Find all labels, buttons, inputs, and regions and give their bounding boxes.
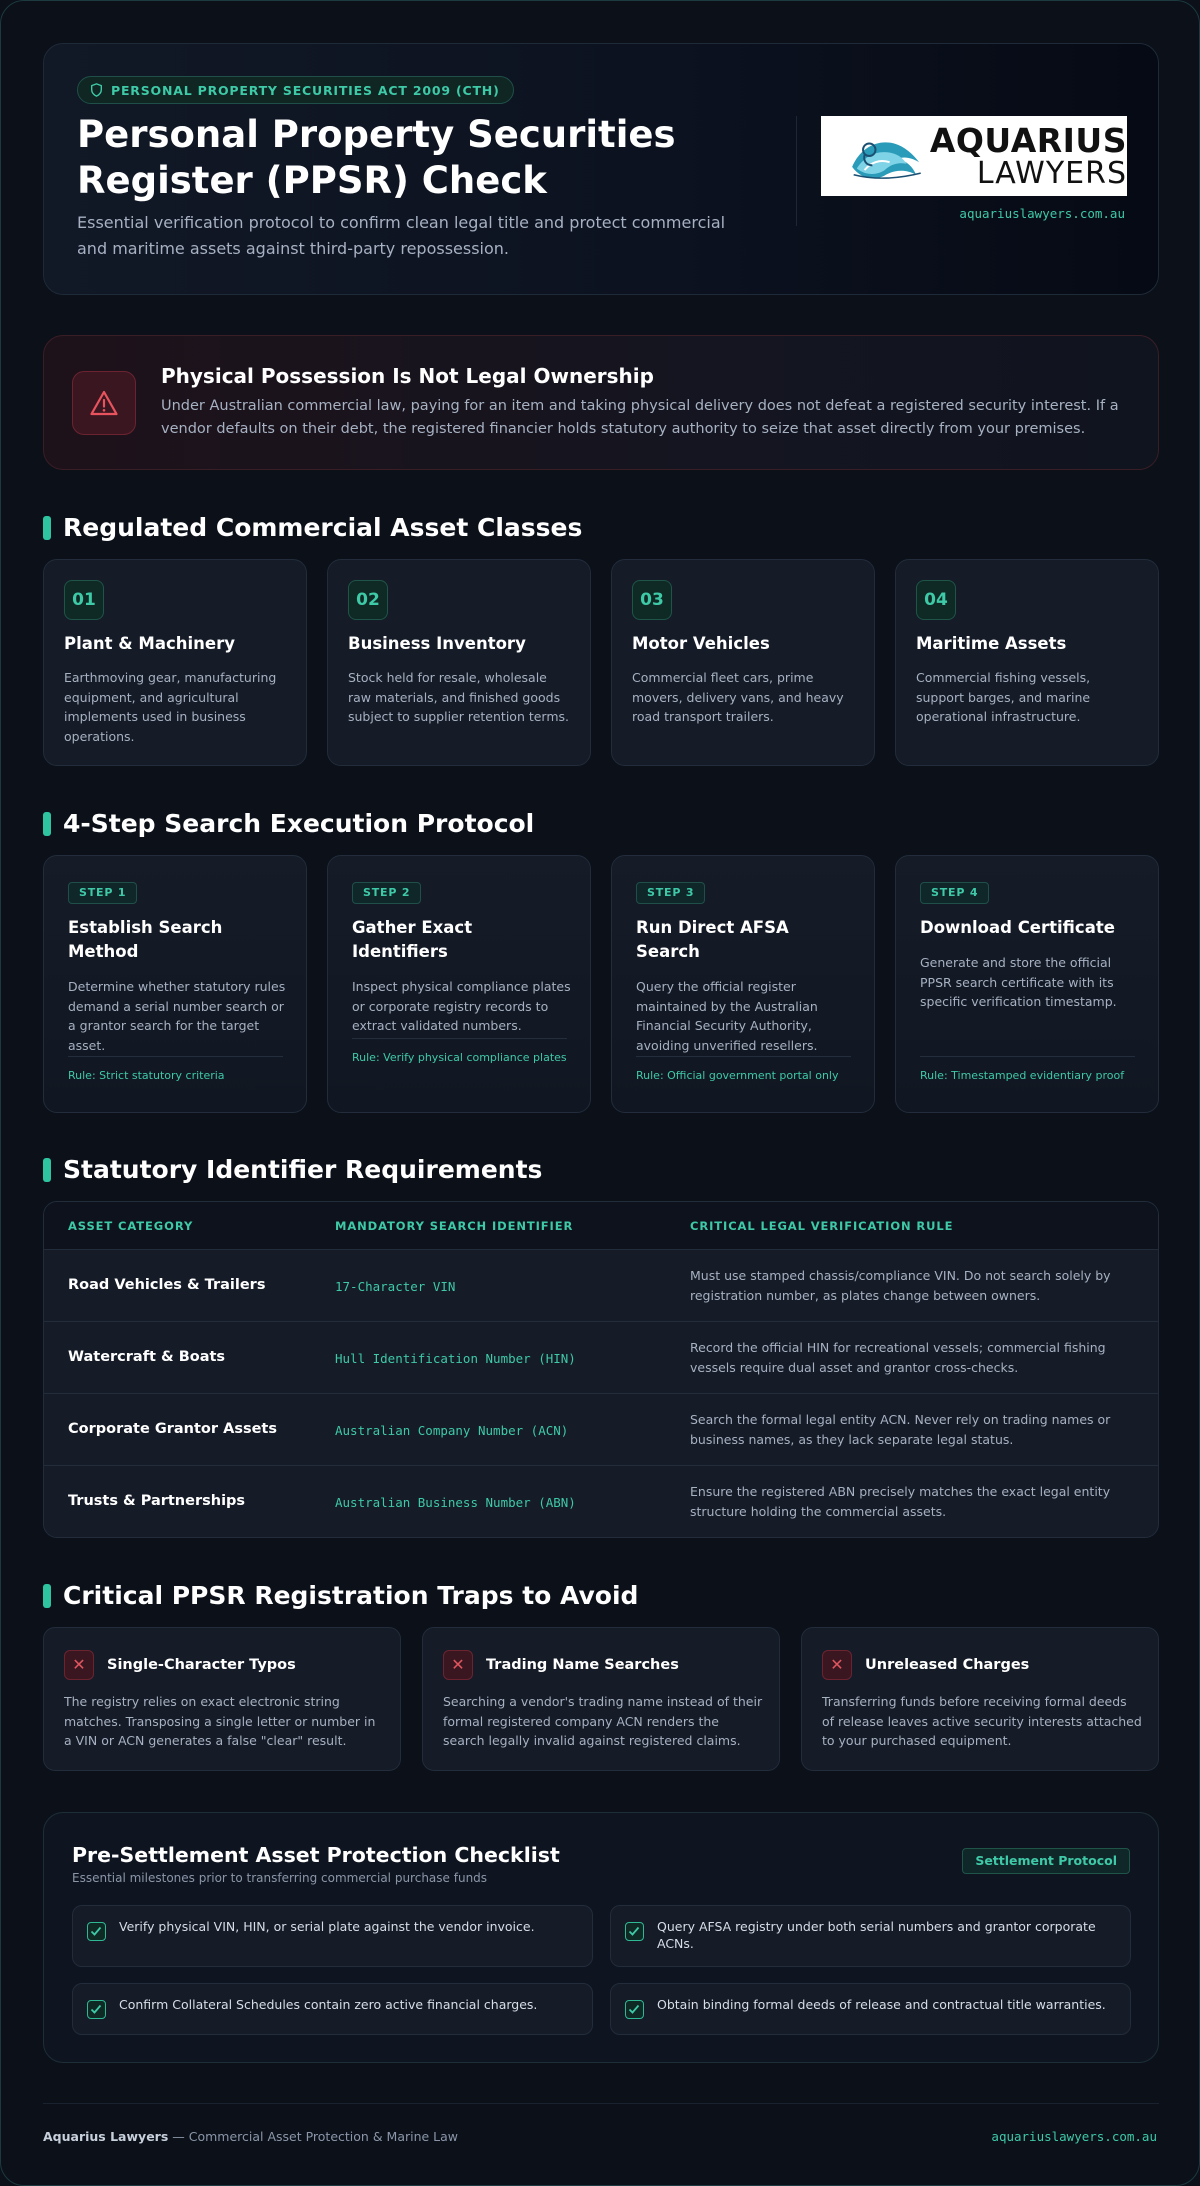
checklist-item[interactable] <box>610 1983 1131 2035</box>
identifier-cell: Australian Company Number (ACN) <box>335 1423 569 1438</box>
protocol-heading <box>43 809 534 838</box>
protocol-title: 4-Step Search Execution Protocol <box>63 809 535 838</box>
checklist-subtitle: Essential milestones prior to transferring commercial purchase funds <box>72 1871 488 1885</box>
step-title: Run Direct AFSA Search <box>636 918 789 961</box>
heading-accent-bar <box>43 1584 51 1608</box>
settlement-protocol-badge: Settlement Protocol <box>962 1848 1130 1874</box>
page-title: Personal Property Securities Register (PPSR) Check <box>77 113 676 202</box>
footer-brand <box>43 2129 458 2144</box>
step-rule: Rule: Strict statutory criteria <box>68 1056 283 1084</box>
checkbox-checked-icon[interactable] <box>87 2000 106 2019</box>
heading-accent-bar <box>43 1158 51 1182</box>
aquarius-logo <box>821 116 1127 196</box>
column-header: CRITICAL LEGAL VERIFICATION RULE <box>690 1219 954 1233</box>
trap-description: Transferring funds before receiving formal deeds of release leaves active security interests attached to your purchased equipment. <box>822 1694 1142 1748</box>
asset-title: Maritime Assets <box>916 634 1067 653</box>
asset-card-motor-vehicles <box>611 559 875 766</box>
trap-card-typos <box>43 1627 401 1771</box>
identifiers-heading <box>43 1155 542 1184</box>
traps-title: Critical PPSR Registration Traps to Avoid <box>63 1581 639 1610</box>
heading-accent-bar <box>43 812 51 836</box>
step-badge: STEP 4 <box>920 882 989 904</box>
checklist-item[interactable] <box>72 1905 593 1967</box>
step-card-4 <box>895 855 1159 1113</box>
asset-category-cell: Road Vehicles & Trailers <box>68 1277 266 1293</box>
step-card-2 <box>327 855 591 1113</box>
checklist-item[interactable] <box>72 1983 593 2035</box>
trap-title: Single-Character Typos <box>107 1657 296 1673</box>
trap-card-unreleased-charges <box>801 1627 1159 1771</box>
warning-callout <box>43 335 1159 470</box>
asset-description: Stock held for resale, wholesale raw materials, and finished goods subject to supplier retention terms. <box>348 670 570 724</box>
wave-mermaid-logo-icon <box>849 124 924 188</box>
step-card-1 <box>43 855 307 1113</box>
footer-brand-name: Aquarius Lawyers <box>43 2129 169 2144</box>
asset-card-maritime-assets <box>895 559 1159 766</box>
step-title: Establish Search Method <box>68 918 223 961</box>
asset-classes-title: Regulated Commercial Asset Classes <box>63 513 583 542</box>
warning-title: Physical Possession Is Not Legal Ownership <box>161 364 654 388</box>
rule-cell: Must use stamped chassis/compliance VIN. Do not search solely by registration number, as plates change between owners. <box>690 1268 1111 1303</box>
checklist-item-label: Query AFSA registry under both serial numbers and grantor corporate ACNs. <box>657 1919 1096 1951</box>
identifier-cell: Australian Business Number (ABN) <box>335 1495 576 1510</box>
trap-description: Searching a vendor's trading name instead of their formal registered company ACN renders the search legally invalid against registered claims. <box>443 1694 763 1748</box>
asset-description: Commercial fishing vessels, support barges, and marine operational infrastructure. <box>916 670 1091 724</box>
warning-triangle-icon <box>72 371 136 435</box>
table-header <box>44 1202 1158 1250</box>
asset-card-plant-machinery <box>43 559 307 766</box>
checkbox-checked-icon[interactable] <box>625 2000 644 2019</box>
heading-accent-bar <box>43 516 51 540</box>
traps-heading <box>43 1581 638 1610</box>
page-subtitle: Essential verification protocol to confirm clean legal title and protect commercial and maritime assets against third-party repossession. <box>77 213 726 258</box>
hero-banner <box>43 43 1159 295</box>
column-header: MANDATORY SEARCH IDENTIFIER <box>335 1219 574 1233</box>
settlement-checklist <box>43 1812 1159 2063</box>
table-row <box>44 1250 1158 1322</box>
checklist-title: Pre-Settlement Asset Protection Checklist <box>72 1843 560 1867</box>
footer-divider <box>43 2103 1159 2104</box>
close-x-icon: ✕ <box>443 1650 473 1680</box>
table-row <box>44 1394 1158 1466</box>
checklist-item[interactable] <box>610 1905 1131 1967</box>
checklist-item-label: Obtain binding formal deeds of release and contractual title warranties. <box>657 1997 1106 2012</box>
asset-title: Plant & Machinery <box>64 634 235 653</box>
step-description: Determine whether statutory rules demand a serial number search or a grantor search for the target asset. <box>68 979 286 1053</box>
trap-description: The registry relies on exact electronic string matches. Transposing a single letter or number in a VIN or ACN generates a false "clear" result. <box>64 1694 376 1748</box>
act-badge-label: PERSONAL PROPERTY SECURITIES ACT 2009 (CTH) <box>111 82 500 98</box>
asset-card-business-inventory <box>327 559 591 766</box>
step-badge: STEP 2 <box>352 882 421 904</box>
asset-category-cell: Trusts & Partnerships <box>68 1493 246 1509</box>
identifier-cell: Hull Identification Number (HIN) <box>335 1351 576 1366</box>
asset-title: Business Inventory <box>348 634 526 653</box>
asset-number: 01 <box>64 580 104 620</box>
trap-title: Trading Name Searches <box>486 1657 679 1673</box>
step-rule: Rule: Timestamped evidentiary proof <box>920 1056 1135 1084</box>
column-header: ASSET CATEGORY <box>68 1219 194 1233</box>
asset-number: 04 <box>916 580 956 620</box>
checkbox-checked-icon[interactable] <box>87 1922 106 1941</box>
identifiers-title: Statutory Identifier Requirements <box>63 1155 543 1184</box>
asset-description: Commercial fleet cars, prime movers, delivery vans, and heavy road transport trailers. <box>632 670 844 724</box>
shield-icon <box>90 83 103 97</box>
asset-category-cell: Corporate Grantor Assets <box>68 1421 277 1437</box>
step-badge: STEP 3 <box>636 882 705 904</box>
step-rule: Rule: Verify physical compliance plates <box>352 1038 567 1066</box>
checklist-item-label: Verify physical VIN, HIN, or serial plate against the vendor invoice. <box>119 1919 535 1934</box>
rule-cell: Ensure the registered ABN precisely matches the exact legal entity structure holding the commercial assets. <box>690 1484 1111 1519</box>
asset-number: 03 <box>632 580 672 620</box>
table-row <box>44 1466 1158 1538</box>
identifier-cell: 17-Character VIN <box>335 1279 456 1294</box>
footer-tagline: — Commercial Asset Protection & Marine Law <box>168 2129 459 2144</box>
identifier-table <box>43 1201 1159 1538</box>
logo-wordmark-line2: LAWYERS <box>976 155 1127 191</box>
act-badge <box>77 76 514 104</box>
step-title: Gather Exact Identifiers <box>352 918 473 961</box>
step-description: Query the official register maintained by the Australian Financial Security Authority, avoiding unverified resellers. <box>636 979 818 1053</box>
trap-card-trading-name <box>422 1627 780 1771</box>
step-card-3 <box>611 855 875 1113</box>
rule-cell: Search the formal legal entity ACN. Never rely on trading names or business names, as they lack separate legal status. <box>690 1412 1111 1447</box>
asset-title: Motor Vehicles <box>632 634 770 653</box>
step-description: Generate and store the official PPSR search certificate with its specific verification timestamp. <box>920 955 1117 1009</box>
website-link[interactable]: aquariuslawyers.com.au <box>959 206 1125 221</box>
trap-title: Unreleased Charges <box>865 1657 1030 1673</box>
step-title: Download Certificate <box>920 918 1115 937</box>
footer-website-link[interactable]: aquariuslawyers.com.au <box>991 2129 1157 2144</box>
checklist-item-label: Confirm Collateral Schedules contain zero active financial charges. <box>119 1997 538 2012</box>
asset-number: 02 <box>348 580 388 620</box>
warning-text: Under Australian commercial law, paying for an item and taking physical delivery does not defeat a registered security interest. If a vendor defaults on their debt, the registered financier holds statutory authority to seize that asset directly from your premises. <box>161 398 1119 437</box>
asset-category-cell: Watercraft & Boats <box>68 1349 226 1365</box>
close-x-icon: ✕ <box>822 1650 852 1680</box>
table-row <box>44 1322 1158 1394</box>
rule-cell: Record the official HIN for recreational vessels; commercial fishing vessels require dual asset and grantor cross-checks. <box>690 1340 1106 1375</box>
step-description: Inspect physical compliance plates or corporate registry records to extract validated numbers. <box>352 979 571 1033</box>
step-badge: STEP 1 <box>68 882 137 904</box>
asset-classes-heading <box>43 513 582 542</box>
asset-description: Earthmoving gear, manufacturing equipment, and agricultural implements used in business operations. <box>64 670 277 744</box>
hero-divider <box>796 116 797 226</box>
checkbox-checked-icon[interactable] <box>625 1922 644 1941</box>
logo-wordmark-line1: AQUARIUS <box>929 120 1127 160</box>
step-rule: Rule: Official government portal only <box>636 1056 851 1084</box>
close-x-icon: ✕ <box>64 1650 94 1680</box>
